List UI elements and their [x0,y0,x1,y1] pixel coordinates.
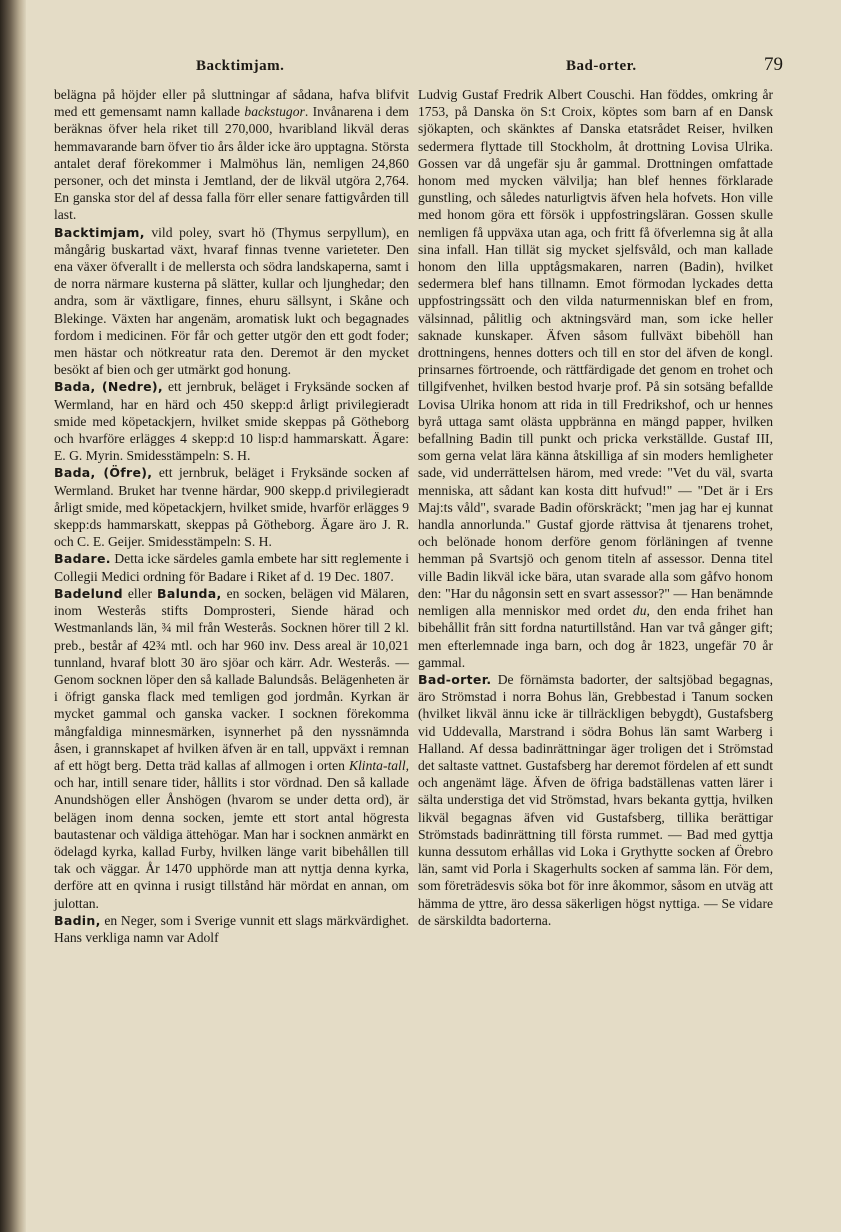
headword: Bad-orter. [418,671,492,687]
backstugor-continuation [54,86,409,224]
right-running-head: Bad-orter. [566,58,637,74]
entry-bada-ofre [54,464,409,550]
entry-text: De förnämsta badorter, der saltsjöbad begagnas, äro Strömstad i norra Bohus län, Grebbestad i Tanum socken (hvilket likväl ännu icke är tillräckligen bebygdt), Gustafsberg vid Uddevalla, Marstrand i södra Bohus län samt Warberg i Halland. Af dessa badinrättningar äger troligen det i Strömstad det saltaste vattnet. Gustafsberg har deremot fördelen af ett sundt och angenämt läge. Äfven de öfriga badställenas vatten lärer i sälta understiga det vid Strömstad, hvars bekanta gyttja, hvilken likväl begagnas äfven vid Gustafsberg, tillika berättigar Strömstads badinrättning till första rummet. — Bad med gyttja kunna dessutom erhållas vid Loka i Grythytte socken af Örebro län, samt vid Porla i Skagerhults socken af samma län. För dem, som företrädesvis söka bot för inre åkommor, såsom en utväg att hämma de yttre, äro dessa säkerligen högst nyttiga. — Se vidare de särskildta badorterna. [418,671,773,928]
entry-text: ett jernbruk, beläget i Fryksände socken af Wermland, har en härd och 450 skepp:d årligt privilegieradt smide med köpetackjern, hvilket smide skeppas på Götheborg och hvarföre erlägges 4 skepp:d 10 lisp:d hammarskatt. Ägare: E. G. Myrin. Smidesstämpeln: S. H. [54,379,409,464]
headword: Bada, (Öfre), [54,465,153,481]
italic-term: backstugor [244,104,305,120]
badin-continuation [418,86,773,671]
entry-text: den enda frihet han bibehållit från sitt fordna naturtillstånd. Han var två gånger gift; men efterlemnade inga barn, och dog år 1823, ungefär 70 år gammal. [418,603,774,670]
headword: Backtimjam, [54,224,145,240]
left-column [54,86,409,946]
text-run: belägna på höjder eller på sluttningar af sådana, hafva blifvit med ett gemensamt namn kallade [54,87,409,120]
entry-backtimjam [54,224,409,379]
entry-text: Detta icke särdeles gamla embete har sitt reglemente i Collegii Medici ordning för Badare i Riket af d. 19 Dec. 1807. [54,551,409,584]
entry-text: ett jernbruk, beläget i Fryksände socken af Wermland. Bruket har tvenne härdar, 900 skepp.d privilegieradt årligt smide, med köpetackjern, hvilket smide, hvarför erlägges 9 skepp:ds hammarskatt, skeppas på Götheborg. Ägare äro J. R. och C. E. Geijer. Smidesstämpeln: S. H. [54,465,409,550]
right-column [418,86,773,929]
italic-term: Klinta-tall, [348,757,409,773]
entry-badin [54,912,409,946]
italic-term: du, [632,603,650,619]
entry-text: Ludvig Gustaf Fredrik Albert Couschi. Han föddes, omkring år 1753, på Danska ön S:t Croix, köptes som barn af en Dansk sjökapten, och skänktes af Danska etatsrådet Reiser, hvilken sedermera flyttade till Stockholm, åt drottning Lovisa Ulrika. Gossen var då ungefär sju år gammal. Drottningen omfattade honom med mycken välvilja; han blef hennes förklarade gunstling, och således naturligtvis äfven hela hofvets. Hon ville med honom göra ett försök i uppfostringsläran. Gossen skulle nemligen få uppväxa utan aga, och fritt få öfverlemna sig åt alla sina infall. Han tillät sig mycket sjelfsvåld, och man kallade honom den lilla upptågsmakaren, narren (Badin), hvilket sedermera blef hans tillnamn. Emot förmodan lyckades detta uppfostringssätt och den vilda naturmenniskan blef en from, välsinnad, pålitlig och aktningsvärd man, som icke heller saknade kunskaper. Äfven såsom fullväxt bibehöll han drottningens, hennes dotters och till en stor del äfven de kongl. prinsarnes förtroende, och rättfärdigade det genom en trohet och tillgifvenhet, hvilken bestod hvarje prof. På sin sotsäng befallde Lovisa Ulrika honom att rida in till Fredrikshof, och ur hennes byrå uttaga samt olästa uppbränna en mängd papper, hvilken befallning Badin till punkt och pricka verkställde. Gustaf III, som gerna velat lära känna åtskilliga af sin moders hemligheter sade, vid underrättelsen härom, med vrede: "Vet du väl, svarta menniska, att sådant kan kosta ditt hufvud!" — "Det är i Ers Maj:ts våld", svarade Badin oförskräckt; "men jag har ej kunnat handla annorlunda." Gustaf gjorde rättvisa åt tjenarens trohet, och belönade honom derföre genom förläningen af tvenne hemman på Svartsjö och genom titeln af assessor. Denna titel ville Badin likväl icke bära, utan svarade alla som gåfvo honom den: "Har du någonsin sett en svart assessor?" — Han benämnde nemligen alla menniskor med ordet [418,87,773,619]
headword-alt: Balunda, [157,585,222,601]
headword: Badare. [54,551,111,567]
entry-bada-nedre [54,378,409,464]
headword: Badin, [54,912,101,928]
entry-text: en Neger, som i Sverige vunnit ett slags märkvärdighet. Hans verkliga namn var Adolf [54,912,409,945]
entry-text: vild poley, svart hö (Thymus serpyllum), en mångårig buskartad växt, hvaraf finnas tvenne varieteter. Den ena växer öfverallt i de mellersta och södra landskaperna, samt i de norra närmare kusterna på slätter, kullar och ljunghedar; den andra, som är växtligare, finnes, ehuru sällsynt, i Skåne och Blekinge. Växten har angenäm, aromatisk lukt och begagnades fordom i medicinen. För får och getter utgör den ett godt foder; men hästar och nötkreatur rata den. Deremot är den mycket besökt af bien och ger utmärkt god honung. [54,224,409,378]
book-page [26,0,841,1232]
entry-text: och har, intill senare tider, hållits i stor vördnad. Den så kallade Anundshögen eller Ånshögen (hvarom se under detta ord), är belägen inom denna socken, jemte ett stort antal högresta bautastenar och väldiga ättehögar. Man har i socknen anmärkt en ödelagd kyrka, kallad Furby, hvilken länge varit bibehållen till tak och väggar. År 1470 upphörde man att nyttja denna kyrka, derföre att en qvinna i rusigt tillstånd här mördat en annan, om julottan. [54,775,409,911]
text-run: eller [122,585,158,601]
headword: Badelund [54,585,123,601]
running-header [78,50,788,80]
page-number: 79 [764,54,783,75]
left-running-head: Backtimjam. [196,58,285,74]
entry-badelund [54,585,409,912]
entry-bad-orter [418,671,773,929]
book-spine-shadow [0,0,26,1232]
text-run: . Invånarena i dem beräknas öfver hela riket till 270,000, hvaribland likväl deras hemmavarande barn öfver tio års ålder icke äro upptagna. Största antalet deraf förekommer i Malmöhus län, nemligen 24,860 personer, och det minsta i Jemtland, der de likväl utgöra 2,764. En ganska stor del af dessa falla förr eller senare fattigvården till last. [54,104,409,223]
entry-text: en socken, belägen vid Mälaren, inom Westerås stifts Domprosteri, Siende härad och Westmanlands län, ¾ mil från Westerås. Socknen hörer till 2 kl. preb., består af 42¾ mtl. och har 960 inv. Dess areal är 10,021 tunnland, hvaraf blott 30 äro sjöar och kärr. Adr. Westerås. — Genom socknen löper den så kallade Balundsås. Belägenheten är i öfrigt ganska flack med temligen god jordmån. Kyrkan är mycket gammal och ganska vacker. I socknen förekomma mångfaldiga minnesmärken, isynnerhet på den nyssnämnda åsen, i grannskapet af hvilken äfven är en tall, uppväxt i remnan af ett högt berg. Detta träd kallas af allmogen i orten [54,585,409,773]
entry-badare [54,550,409,584]
headword: Bada, (Nedre), [54,379,163,395]
